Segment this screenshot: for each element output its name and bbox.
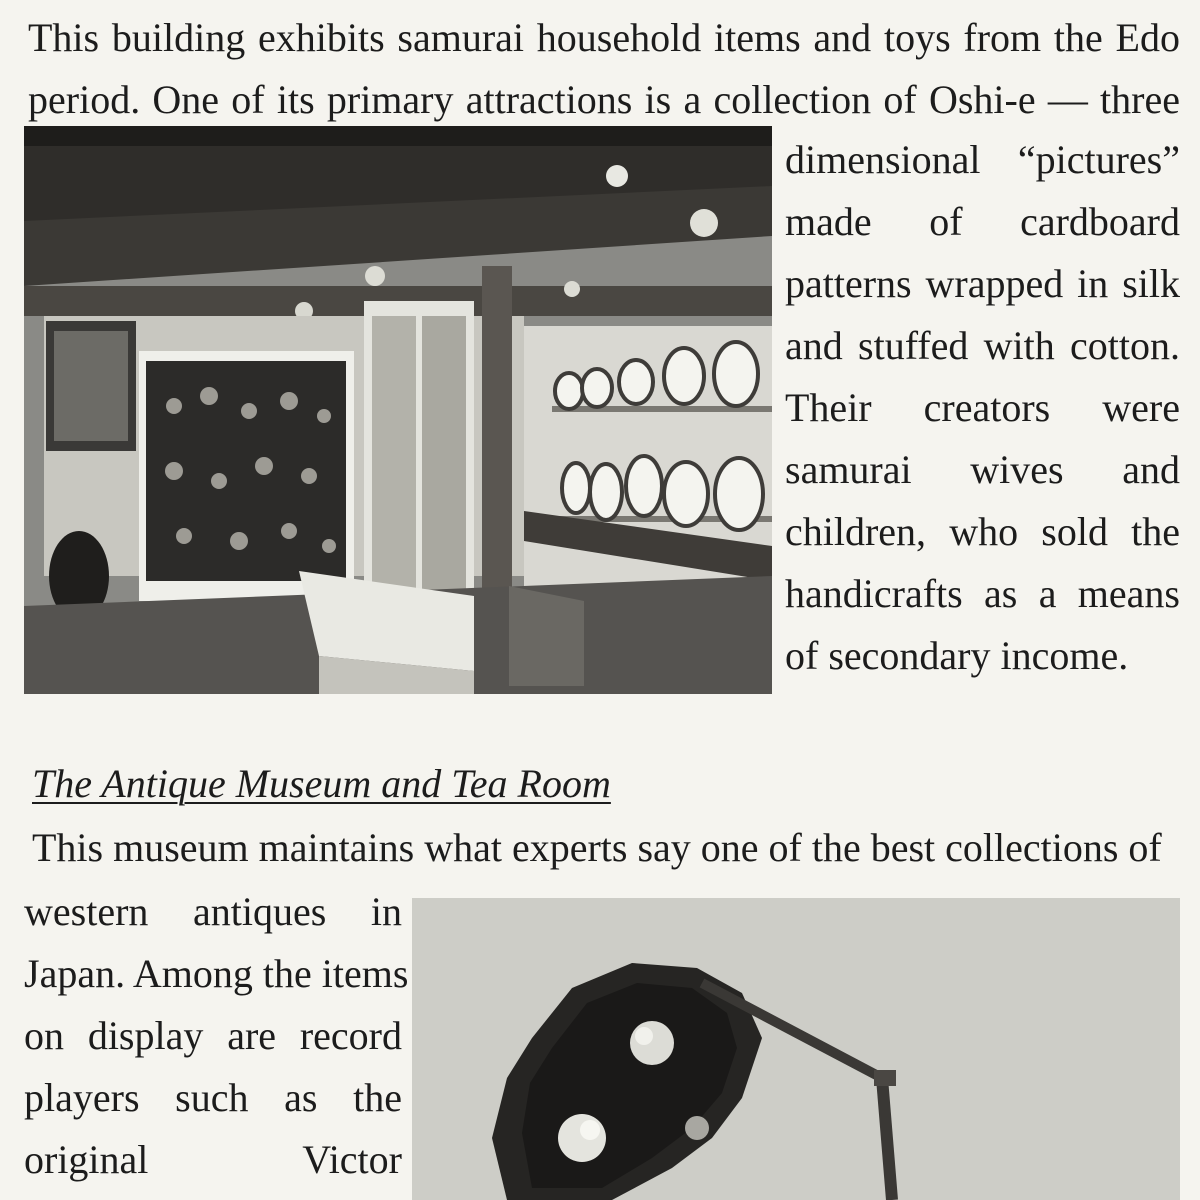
wrap-line-9: of secondary income. [785, 633, 1129, 678]
wrap-line-7: children, who sold the [785, 509, 1180, 554]
wrap-line-5: Their creators were [785, 385, 1180, 430]
museum-wrap-line-4: players such as the [24, 1075, 402, 1120]
wrap-line-3: patterns wrapped in silk [785, 261, 1180, 306]
wrap-line-2: made of cardboard [785, 199, 1180, 244]
museum-wrap-line-2: Japan. Among the items [24, 951, 409, 996]
wrap-line-6: samurai wives and [785, 447, 1180, 492]
intro-line-2: period. One of its primary attractions is a collection of Oshi-e — three [28, 77, 1180, 122]
museum-intro-line: This museum maintains what experts say one of the best collections of [32, 825, 1162, 870]
gramophone-photo [412, 898, 1180, 1200]
museum-wrap-line-5: original Victor [24, 1137, 402, 1182]
museum-wrap-line-1: western antiques in [24, 889, 402, 934]
wrap-line-1: dimensional “pictures” [785, 137, 1180, 182]
museum-wrap-line-3: on display are record [24, 1013, 402, 1058]
museum-interior-photo [24, 126, 772, 694]
wrap-line-8: handicrafts as a means [785, 571, 1180, 616]
section-heading: The Antique Museum and Tea Room [32, 761, 611, 806]
intro-line-1: This building exhibits samurai household items and toys from the Edo [28, 15, 1180, 60]
wrap-line-4: and stuffed with cotton. [785, 323, 1180, 368]
